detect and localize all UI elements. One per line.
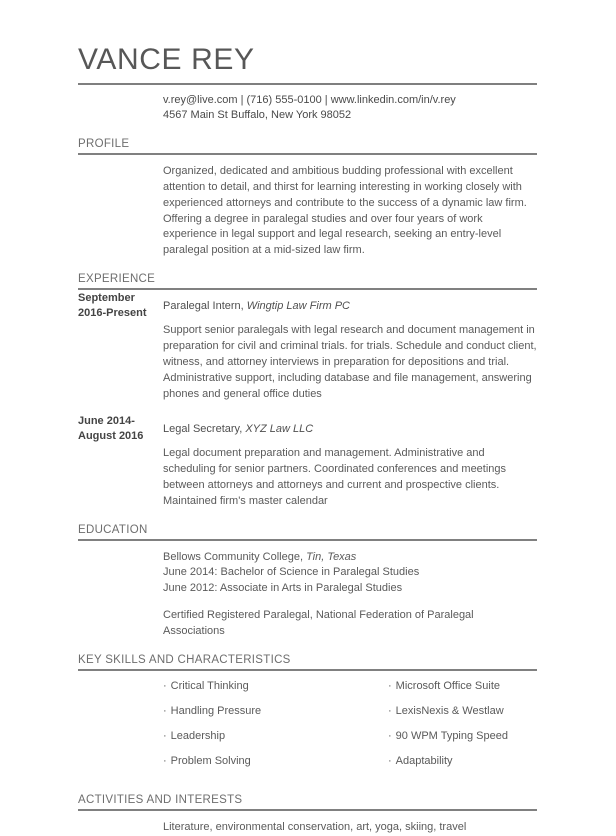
bullet-icon: · (163, 755, 167, 768)
experience-employer: XYZ Law LLC (245, 422, 314, 435)
skill-item (388, 680, 537, 705)
bullet-icon: · (388, 755, 392, 768)
skills-column-right (388, 680, 537, 781)
section-skills (78, 654, 537, 781)
bullet-icon: · (163, 679, 167, 692)
section-title-activities: ACTIVITIES AND INTERESTS (78, 794, 243, 807)
skill-label: 90 WPM Typing Speed (395, 730, 508, 743)
education-degree: June 2012: Associate in Arts in Paralegal Studies (163, 581, 403, 594)
bullet-icon: · (163, 730, 167, 743)
education-school: Bellows Community College, (163, 550, 307, 563)
skill-item (388, 705, 537, 730)
section-activities (78, 794, 537, 836)
experience-entry (78, 290, 537, 403)
contact-line-email-phone-linkedin: v.rey@live.com | (716) 555-0100 | www.linkedin.com/in/v.rey (163, 93, 456, 106)
experience-job-title (163, 413, 537, 438)
skill-label: LexisNexis & Westlaw (395, 704, 504, 717)
education-school-line (163, 550, 537, 566)
experience-description: Legal document preparation and management. Administrative and scheduling for senior partners. Coordinated conferences and meetings between attorneys and attorneys and current and prospective clients. Maintained firm's master calendar (163, 446, 507, 507)
bullet-icon: · (388, 704, 392, 717)
skills-column-left (163, 680, 388, 781)
profile-text: Organized, dedicated and ambitious budding professional with excellent attention to detail, and thirst for learning interesting in working closely with experienced attorneys and contribute to the success of a dynamic law firm. Offering a degree in paralegal studies and over four years of work experience in legal support and legal research, seeking an entry-level paralegal position at a mid-sized law firm. (163, 164, 527, 257)
skill-item (163, 755, 388, 780)
section-title-skills: KEY SKILLS AND CHARACTERISTICS (78, 653, 291, 666)
education-degree: June 2014: Bachelor of Science in Paralegal Studies (163, 566, 420, 579)
section-title-profile: PROFILE (78, 137, 130, 150)
skills-body (78, 671, 537, 781)
bullet-icon: · (163, 704, 167, 717)
activities-body (78, 811, 537, 836)
experience-employer: Wingtip Law Firm PC (246, 300, 350, 313)
skill-label: Adaptability (395, 755, 453, 768)
section-experience (78, 273, 537, 509)
section-title-experience: EXPERIENCE (78, 273, 156, 286)
education-location: Tin, Texas (306, 550, 357, 563)
experience-date: June 2014-August 2016 (78, 414, 144, 442)
skill-label: Microsoft Office Suite (395, 679, 501, 692)
section-education (78, 524, 537, 640)
skill-item (163, 705, 388, 730)
education-body (78, 541, 537, 640)
education-certification: Certified Registered Paralegal, National Federation of Paralegal Associations (163, 609, 474, 638)
skill-label: Problem Solving (170, 755, 251, 768)
contact-block (78, 85, 537, 124)
candidate-name: VANCE REY (78, 43, 255, 76)
activities-text: Literature, environmental conservation, art, yoga, skiing, travel (163, 821, 467, 834)
experience-role: Legal Secretary, (163, 422, 246, 435)
skill-label: Leadership (170, 730, 226, 743)
skill-label: Critical Thinking (170, 679, 249, 692)
bullet-icon: · (388, 679, 392, 692)
experience-role: Paralegal Intern, (163, 300, 247, 313)
profile-body (78, 155, 537, 260)
skill-item (163, 680, 388, 705)
section-title-education: EDUCATION (78, 523, 148, 536)
experience-job-title (163, 290, 537, 315)
experience-description: Support senior paralegals with legal research and document management in preparation for civil and criminal trials. for trials. Schedule and conduct client, witness, and attorney interviews in preparation for depositions and trial. Administrative support, including database and file management, answering phones and general office duties (163, 324, 537, 401)
section-profile (78, 138, 537, 260)
skill-item (388, 730, 537, 755)
experience-entry (78, 413, 537, 510)
experience-date: September 2016-Present (78, 292, 147, 320)
skill-label: Handling Pressure (170, 704, 262, 717)
bullet-icon: · (388, 730, 392, 743)
skill-item (388, 755, 537, 780)
skill-item (163, 730, 388, 755)
contact-line-address: 4567 Main St Buffalo, New York 98052 (163, 109, 352, 122)
